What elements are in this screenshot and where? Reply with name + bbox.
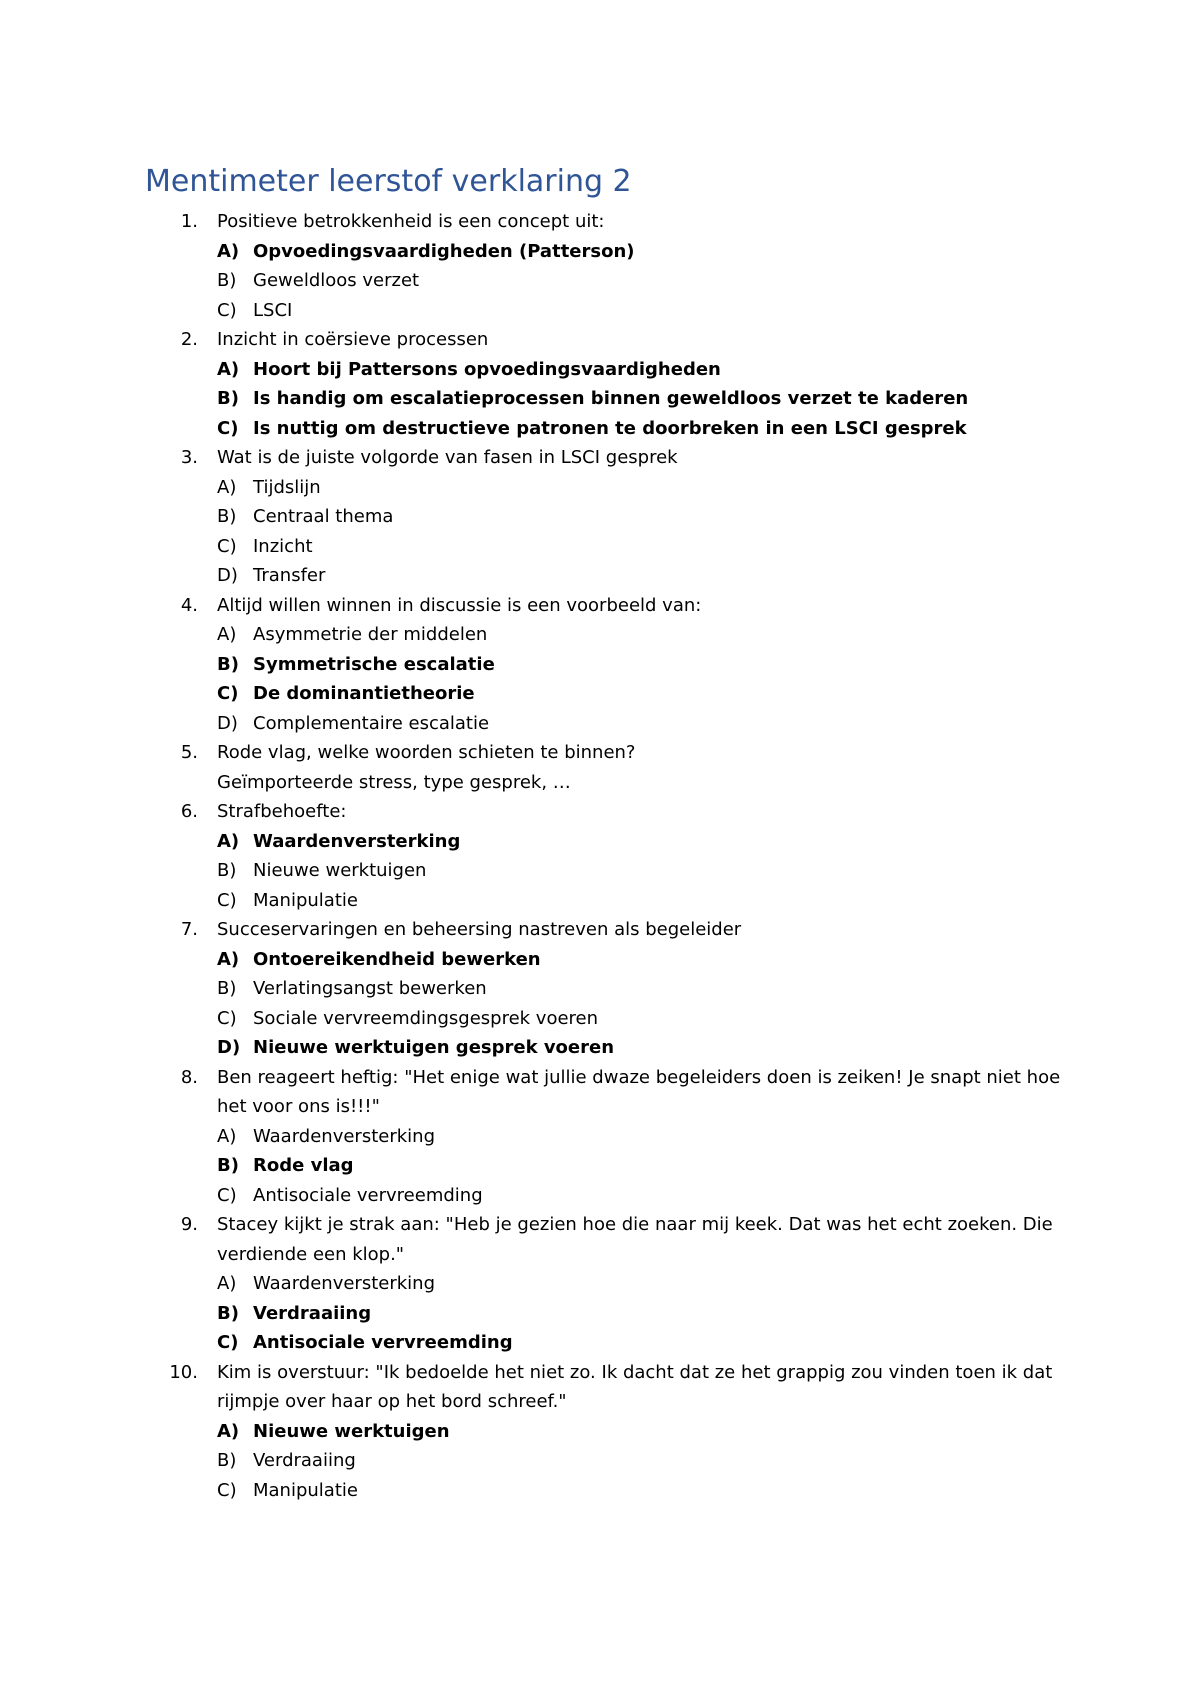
option-text: Transfer [253,565,326,586]
question-text: Positieve betrokkenheid is een concept uit: [217,211,605,232]
option-text: Hoort bij Pattersons opvoedingsvaardigheden [253,358,721,380]
answer-option [0,1446,1200,1476]
question-line [0,591,1200,621]
option-letter: C) [217,1479,237,1501]
option-text: Nieuwe werktuigen [253,860,427,881]
option-text: Waardenversterking [253,830,461,852]
answer-option [0,886,1200,916]
question-number: 1. [180,211,198,232]
option-letter: C) [217,535,237,557]
answer-option [0,709,1200,739]
question-item [0,797,1200,915]
option-text: Tijdslijn [253,476,321,498]
answer-options [0,355,1200,444]
answer-options [0,945,1200,1063]
question-item [0,591,1200,739]
option-letter: C) [217,1332,239,1353]
option-letter: C) [217,417,239,439]
answer-option [0,1476,1200,1506]
option-text: Is handig om escalatieprocessen binnen geweldloos verzet te kaderen [253,388,969,409]
answer-option-highlighted [0,827,1200,857]
option-letter: A) [217,240,240,262]
option-letter: A) [217,476,237,498]
answer-options [0,1122,1200,1211]
question-line [0,738,1200,768]
question-text: Wat is de juiste volgorde van fasen in LSCI gesprek [217,447,678,468]
option-text: Antisociale vervreemding [253,1332,513,1353]
option-letter: B) [217,506,237,527]
option-text: Verdraaiing [253,1450,356,1471]
question-line [0,797,1200,827]
question-number: 8. [180,1066,198,1088]
option-text: Rode vlag [253,1155,354,1176]
question-line [0,325,1200,355]
question-text: Succeservaringen en beheersing nastreven als begeleider [217,919,742,940]
answer-option-highlighted [0,945,1200,975]
answer-option-highlighted [0,1417,1200,1447]
answer-option-highlighted [0,414,1200,444]
question-item [0,325,1200,443]
option-text: LSCI [253,299,293,321]
answer-option-highlighted [0,355,1200,385]
answer-option [0,296,1200,326]
option-text: Centraal thema [253,506,394,527]
answer-option-highlighted [0,1328,1200,1358]
option-letter: A) [217,830,240,852]
option-letter: A) [217,358,240,380]
answer-option [0,502,1200,532]
option-letter: C) [217,683,239,704]
question-item [0,1358,1200,1506]
option-letter: C) [217,1184,237,1206]
option-text: Waardenversterking [253,1273,435,1294]
option-letter: B) [217,653,239,675]
answer-option-highlighted [0,237,1200,267]
question-item [0,915,1200,1063]
answer-option [0,1122,1200,1152]
answer-option [0,532,1200,562]
option-letter: C) [217,299,237,321]
option-text: Manipulatie [253,1479,358,1501]
option-letter: B) [217,860,237,881]
option-letter: C) [217,889,237,911]
option-letter: A) [217,1420,240,1442]
question-line [0,207,1200,237]
document-title: Mentimeter leerstof verklaring 2 [145,164,632,199]
question-number: 4. [180,594,198,616]
answer-option [0,1181,1200,1211]
option-letter: D) [217,712,238,734]
answer-option [0,266,1200,296]
question-text: Kim is overstuur: "Ik bedoelde het niet zo. Ik dacht dat ze het grappig zou vinden toen ik dat rijmpje over haar op het bord schreef." [217,1361,1053,1412]
answer-option [0,1269,1200,1299]
option-text: Nieuwe werktuigen [253,1420,450,1442]
question-text: Strafbehoefte: [217,801,347,822]
question-line [0,1210,1200,1269]
option-text: Waardenversterking [253,1125,435,1147]
question-item [0,207,1200,325]
option-text: Symmetrische escalatie [253,653,495,675]
answer-options [0,237,1200,326]
option-text: Asymmetrie der middelen [253,624,488,645]
question-number: 2. [180,329,198,350]
answer-option-highlighted [0,384,1200,414]
answer-option [0,473,1200,503]
question-line [0,1358,1200,1417]
question-number: 3. [180,447,198,468]
answer-option-highlighted [0,679,1200,709]
question-line [0,915,1200,945]
question-text: Ben reageert heftig: "Het enige wat jullie dwaze begeleiders doen is zeiken! Je snapt niet hoe het voor ons is!!!" [217,1066,1061,1117]
answer-option-highlighted [0,1151,1200,1181]
option-letter: A) [217,1125,237,1147]
option-text: Complementaire escalatie [253,712,490,734]
option-text: Opvoedingsvaardigheden (Patterson) [253,240,635,262]
option-text: Nieuwe werktuigen gesprek voeren [253,1037,615,1058]
answer-option [0,974,1200,1004]
answer-options [0,620,1200,738]
answer-option-highlighted [0,650,1200,680]
answer-options [0,827,1200,916]
option-letter: C) [217,1007,237,1029]
question-text: Rode vlag, welke woorden schieten te binnen? [217,742,636,763]
option-text: Antisociale vervreemding [253,1184,483,1206]
question-item [0,1063,1200,1211]
option-letter: B) [217,1155,239,1176]
question-text: Altijd willen winnen in discussie is een voorbeeld van: [217,594,702,616]
answer-options [0,473,1200,591]
question-line [0,443,1200,473]
question-number: 6. [180,801,198,822]
question-item [0,738,1200,797]
question-number: 5. [180,742,198,763]
question-text: Inzicht in coërsieve processen [217,329,489,350]
option-letter: A) [217,1273,237,1294]
option-text: Verdraaiing [253,1302,372,1324]
question-line [0,1063,1200,1122]
answer-option [0,620,1200,650]
option-text: Verlatingsangst bewerken [253,978,487,999]
answer-options [0,1269,1200,1358]
option-letter: D) [217,1037,241,1058]
question-text: Stacey kijkt je strak aan: "Heb je gezien hoe die naar mij keek. Dat was het echt zoeken. Die verdiende een klop." [217,1214,1053,1265]
option-letter: B) [217,388,239,409]
option-letter: B) [217,270,237,291]
question-item [0,1210,1200,1358]
question-number: 7. [180,919,198,940]
answer-option [0,856,1200,886]
option-text: Inzicht [253,535,313,557]
option-letter: B) [217,978,237,999]
question-number: 9. [180,1214,198,1235]
answer-option [0,561,1200,591]
answer-option [0,1004,1200,1034]
option-letter: A) [217,948,240,970]
option-text: Is nuttig om destructieve patronen te doorbreken in een LSCI gesprek [253,417,967,439]
option-letter: D) [217,565,238,586]
question-note: Geïmporteerde stress, type gesprek, … [217,771,571,793]
option-letter: B) [217,1450,237,1471]
option-letter: A) [217,624,237,645]
option-text: De dominantietheorie [253,683,475,704]
option-text: Ontoereikendheid bewerken [253,948,541,970]
question-number: 10. [169,1361,198,1383]
answer-option-highlighted [0,1033,1200,1063]
option-text: Geweldloos verzet [253,270,420,291]
option-text: Sociale vervreemdingsgesprek voeren [253,1007,599,1029]
answer-option-highlighted [0,1299,1200,1329]
question-list [0,207,1200,1505]
option-text: Manipulatie [253,889,358,911]
question-item [0,443,1200,591]
option-letter: B) [217,1302,239,1324]
answer-options [0,1417,1200,1506]
